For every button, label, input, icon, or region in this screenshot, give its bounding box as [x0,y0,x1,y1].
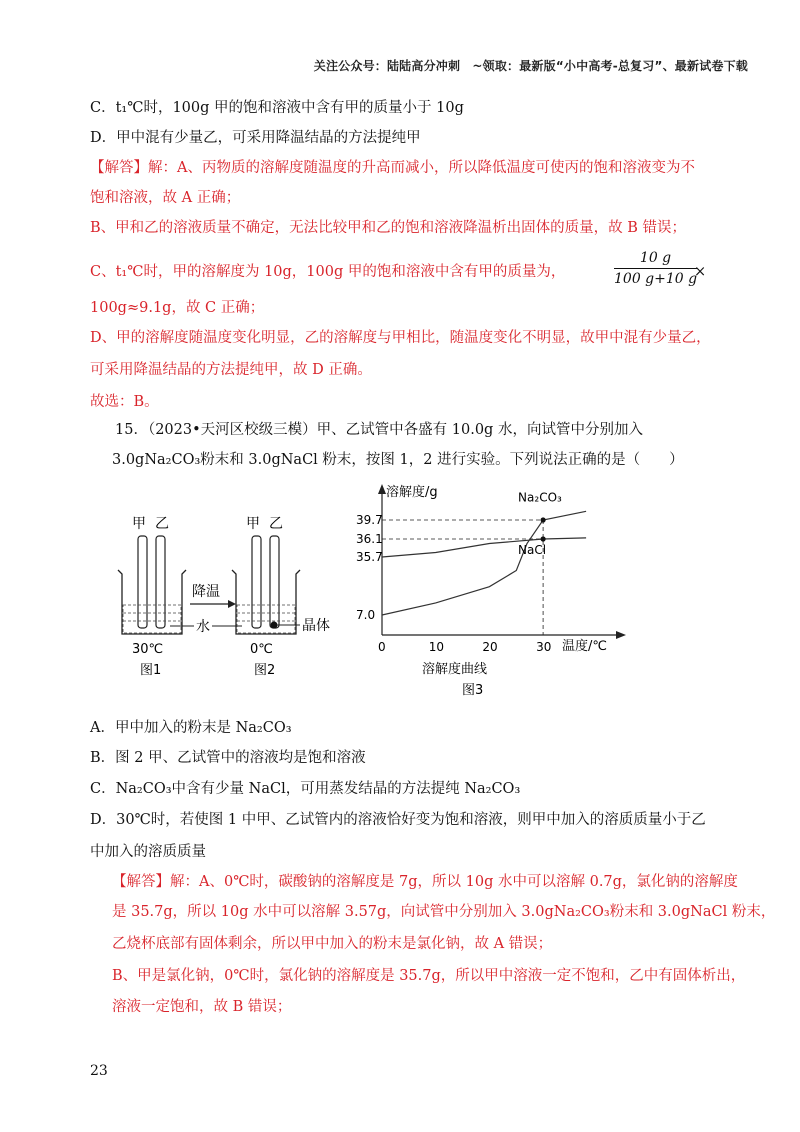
series-label: Na₂CO₃ [518,490,562,505]
y-tick-label: 7.0 [356,608,376,622]
y-axis-arrow-icon [378,484,386,494]
fraction-numerator: 10 g [614,250,697,269]
arrow-head-icon [228,600,236,608]
q15-answer-line-2: 是 35.7g，所以 10g 水中可以溶解 3.57g，向试管中分别加入 3.0gNa₂CO₃粉末和 3.0gNaCl 粉末， [112,904,776,920]
x-tick-label: 20 [482,640,498,654]
water-label: 水 [196,619,210,635]
mass-fraction [614,250,697,287]
figure-1 [118,516,186,678]
fraction-denominator: 100 g+10 g [614,271,698,287]
series-line-na2co3 [382,511,586,615]
prev-option-d: D．甲中混有少量乙，可采用降温结晶的方法提纯甲 [90,130,421,146]
question-15-option-c: C．Na₂CO₃中含有少量 NaCl，可用蒸发结晶的方法提纯 Na₂CO₃ [90,781,521,797]
fig2-tube-yi [270,536,279,628]
q15-answer-line-4: B、甲是氯化钠，0℃时，氯化钠的溶解度是 35.7g，所以甲中溶液一定不饱和，乙中有固体析出， [112,968,746,984]
y-tick-label: 39.7 [356,513,383,527]
solubility-chart [330,478,640,708]
prev-answer-line-1: 【解答】解：A、丙物质的溶解度随温度的升高而减小，所以降低温度可使丙的饱和溶液变为不 [90,160,695,176]
times-sign: × [694,264,707,280]
prev-answer-line-6: D、甲的溶解度随温度变化明显，乙的溶解度与甲相比，随温度变化不明显，故甲中混有少量乙， [90,330,711,346]
fig2-tube-jia [252,536,261,628]
series-label: NaCl [518,542,547,557]
figure-2 [232,516,330,678]
prev-answer-line-2: 饱和溶液，故 A 正确； [90,190,241,206]
fig2-beaker [232,570,300,634]
y-tick-label: 35.7 [356,550,383,564]
prev-answer-line-4: C、t₁℃时，甲的溶解度为 10g，100g 甲的饱和溶液中含有甲的质量为， [90,264,566,280]
question-15-option-d-line-2: 中加入的溶质质量 [90,844,206,860]
prev-answer-line-7: 可采用降温结晶的方法提纯甲，故 D 正确。 [90,362,372,378]
question-15-option-d-line-1: D．30℃时，若使图 1 中甲、乙试管内的溶液恰好变为饱和溶液，则甲中加入的溶质质量小于乙 [90,812,706,828]
question-15-option-a: A．甲中加入的粉末是 Na₂CO₃ [90,720,292,736]
prev-answer-line-5: 100g≈9.1g，故 C 正确； [90,300,265,316]
fig1-yi-label: 乙 [155,516,169,532]
question-15-stem-2: 3.0gNa₂CO₃粉末和 3.0gNaCl 粉末，按图 1，2 进行实验。下列说法正确的是（ ） [112,452,684,468]
fig2-water [237,605,295,633]
experiment-figures [110,510,350,690]
q15-answer-line-5: 溶液一定饱和，故 B 错误； [112,999,292,1015]
highlight-point [541,517,546,522]
q15-answer-line-1: 【解答】解：A、0℃时，碳酸钠的溶解度是 7g，所以 10g 水中可以溶解 0.7g，氯化钠的溶解度 [112,874,738,890]
x-tick-label: 30 [536,640,552,654]
fig2-temperature: 0℃ [250,642,273,657]
chart-y-axis-label: 溶解度/g [386,485,438,500]
page-header: 关注公众号：陆陆高分冲刺 ~领取：最新版“小中高考-总复习”、最新试卷下载 [313,59,748,73]
chart-caption: 图3 [462,683,484,698]
fig1-tube-jia [138,536,147,628]
chart-axes [378,484,626,639]
fig2-caption: 图2 [254,663,276,678]
question-15-option-b: B．图 2 甲、乙试管中的溶液均是饱和溶液 [90,750,366,766]
cooling-label: 降温 [192,584,220,600]
x-tick-label: 0 [378,640,386,654]
fig2-jia-label: 甲 [246,516,260,532]
highlight-point [541,536,546,541]
fig1-beaker [118,570,186,634]
crystal-dot [271,622,278,629]
series-line-nacl [382,538,586,557]
fig1-tube-yi [156,536,165,628]
crystal-label: 晶体 [302,618,330,634]
chart-ticks [356,513,551,654]
prev-choice: 故选：B。 [90,394,159,410]
chart-x-axis-label: 温度/℃ [562,639,607,654]
x-axis-arrow-icon [616,631,626,639]
fig1-caption: 图1 [140,663,162,678]
prev-answer-line-3: B、甲和乙的溶液质量不确定，无法比较甲和乙的饱和溶液降温析出固体的质量，故 B 错误； [90,220,687,236]
y-tick-label: 36.1 [356,532,383,546]
x-tick-label: 10 [428,640,444,654]
chart-series [382,490,586,615]
q15-answer-line-3: 乙烧杯底部有固体剩余，所以甲中加入的粉末是氯化钠，故 A 错误； [112,936,553,952]
fig2-yi-label: 乙 [269,516,283,532]
fig1-jia-label: 甲 [132,516,146,532]
fig1-water [123,605,181,633]
chart-title: 溶解度曲线 [422,662,488,677]
page-number: 23 [90,1063,108,1079]
question-15-stem-1: 15．（2023•天河区校级三模）甲、乙试管中各盛有 10.0g 水，向试管中分别加入 [115,422,643,438]
fig1-temperature: 30℃ [132,642,164,657]
prev-option-c: C．t₁℃时，100g 甲的饱和溶液中含有甲的质量小于 10g [90,100,464,116]
